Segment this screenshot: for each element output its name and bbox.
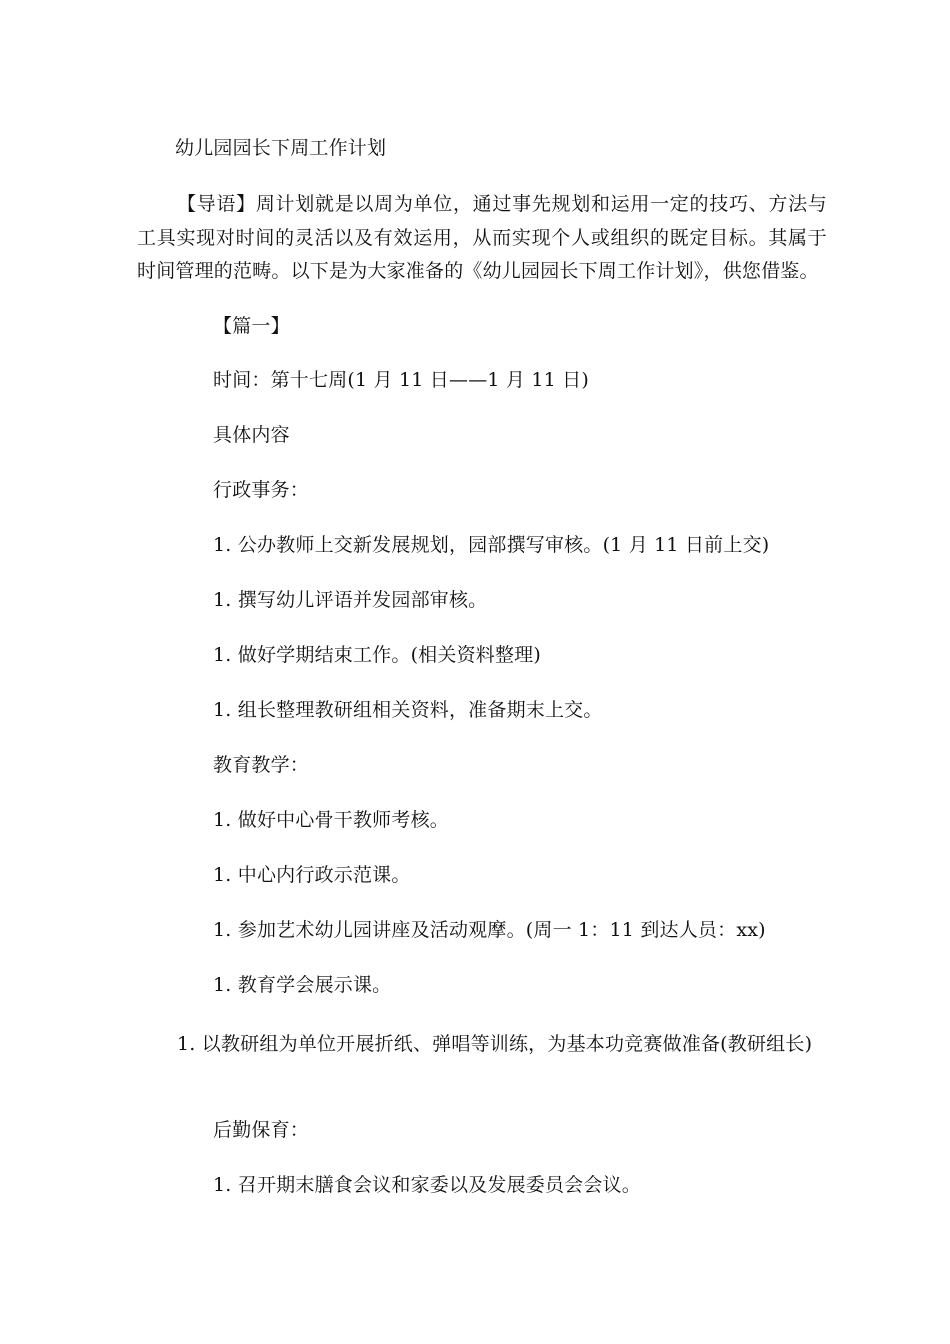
admin-item-3: 1. 做好学期结束工作。(相关资料整理) bbox=[213, 644, 541, 666]
teaching-item-3: 1. 参加艺术幼儿园讲座及活动观摩。(周一 1：11 到达人员：xx) bbox=[213, 919, 766, 941]
document-title: 幼儿园园长下周工作计划 bbox=[175, 137, 387, 159]
intro-paragraph: 【导语】周计划就是以周为单位，通过事先规划和运用一定的技巧、方法与工具实现对时间的灵活以及有效运用，从而实现个人或组织的既定目标。其属于时间管理的范畴。以下是为大家准备的《幼儿园园长下周工作计划》，供您借鉴。 bbox=[137, 193, 827, 282]
teaching-heading: 教育教学： bbox=[213, 754, 310, 776]
content-heading: 具体内容 bbox=[213, 424, 290, 446]
teaching-item-5: 1. 以教研组为单位开展折纸、弹唱等训练，为基本功竞赛做准备(教研组长) bbox=[177, 1033, 813, 1055]
teaching-item-2: 1. 中心内行政示范课。 bbox=[213, 864, 411, 886]
logistics-item-1: 1. 召开期末膳食会议和家委以及发展委员会会议。 bbox=[213, 1174, 641, 1196]
logistics-heading: 后勤保育： bbox=[213, 1119, 310, 1141]
admin-heading: 行政事务： bbox=[213, 479, 310, 501]
admin-item-1: 1. 公办教师上交新发展规划，园部撰写审核。(1 月 11 日前上交) bbox=[213, 534, 770, 556]
admin-item-4: 1. 组长整理教研组相关资料，准备期末上交。 bbox=[213, 699, 603, 721]
teaching-item-1: 1. 做好中心骨干教师考核。 bbox=[213, 809, 449, 831]
section-label: 【篇一】 bbox=[213, 315, 290, 337]
time-line: 时间：第十七周(1 月 11 日——1 月 11 日) bbox=[213, 369, 589, 391]
teaching-item-4: 1. 教育学会展示课。 bbox=[213, 974, 392, 996]
admin-item-2: 1. 撰写幼儿评语并发园部审核。 bbox=[213, 589, 488, 611]
